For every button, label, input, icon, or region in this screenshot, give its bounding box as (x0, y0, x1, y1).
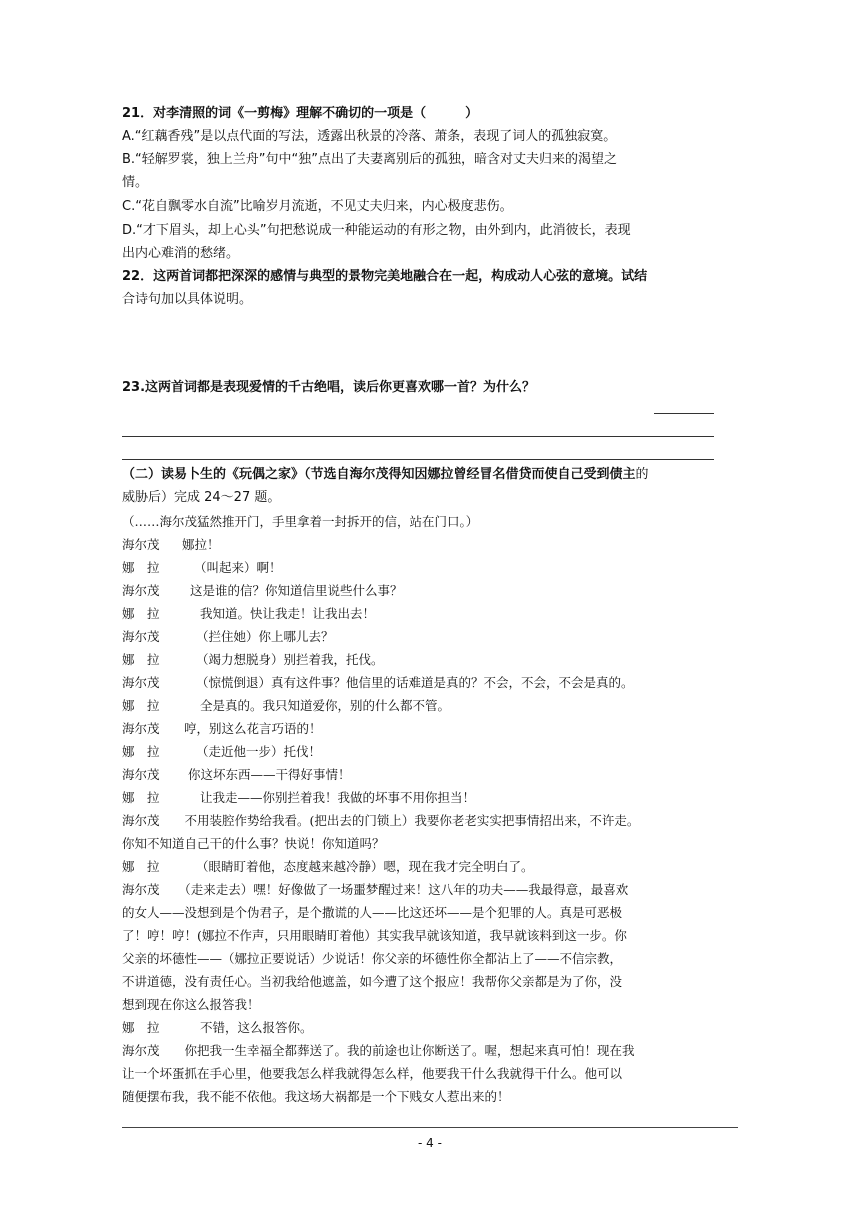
dialogue-line (122, 673, 634, 693)
q23-title: 23.这两首词都是表现爱情的千古绝唱，读后你更喜欢哪一首？为什么？ (122, 380, 536, 395)
speech: 我知道。快让我走！让我出去！ (200, 606, 376, 621)
speech: 不错，这么报答你。 (200, 1020, 313, 1035)
dialogue-line (122, 627, 334, 647)
speaker: 娜 拉 (122, 698, 160, 713)
helmer-speech-3-line3: 随便摆布我，我不能不依他。我这场大祸都是一个下贱女人惹出来的！ (122, 1089, 510, 1104)
speech: 全是真的。我只知道爱你，别的什么都不管。 (200, 698, 451, 713)
q21-option-b-line1: B.“轻解罗裳，独上兰舟”句中“独”点出了夫妻离别后的孤独，暗含对丈夫归来的渴望之 (122, 152, 617, 167)
q21-option-d-line2: 出内心难消的愁绪。 (122, 246, 240, 261)
dialogue-line (122, 765, 351, 785)
speech: 娜拉！ (182, 537, 220, 552)
q21-option-c: C.“花自飘零水自流”比喻岁月流逝，不见丈夫归来，内心极度悲伤。 (122, 199, 513, 214)
q21-title: 21．对李清照的词《一剪梅》理解不确切的一项是（ ） (122, 106, 479, 121)
speech: 这是谁的信？你知道信里说些什么事？ (190, 583, 403, 598)
answer-blank-short (654, 413, 714, 414)
dialogue-line (122, 696, 450, 716)
speech: （走近他一步）托伐！ (196, 744, 322, 759)
speech: （惊慌倒退）真有这件事？他信里的话难道是真的？不会，不会，不会是真的。 (196, 675, 634, 690)
answer-line-1 (122, 436, 714, 437)
answer-line-2 (122, 459, 714, 460)
speaker: 海尔茂 (122, 629, 160, 644)
speech: （拦住她）你上哪儿去？ (196, 629, 334, 644)
q21-option-b-line2: 情。 (122, 175, 149, 190)
stage-direction: （……海尔茂猛然推开门，手里拿着一封拆开的信，站在门口。） (122, 514, 479, 529)
dialogue-line (122, 857, 534, 877)
dialogue-line (122, 581, 403, 601)
footer-rule (122, 1127, 738, 1128)
helmer-speech-3-line1: 海尔茂 你把我一生幸福全都葬送了。我的前途也让你断送了。喔，想起来真可怕！现在我 (122, 1043, 635, 1058)
helmer-speech-2-line2: 的女人——没想到是个伪君子，是个撒谎的人——比这还坏——是个犯罪的人。真是可恶极 (122, 905, 623, 920)
speech: 让我走——你别拦着我！我做的坏事不用你担当！ (200, 790, 476, 805)
dialogue-line (122, 604, 375, 624)
dialogue-line (122, 535, 220, 555)
q21-option-d-line1: D.“才下眉头，却上心头”句把愁说成一种能运动的有形之物，由外到内，此消彼长，表现 (122, 223, 631, 238)
dialogue-line (122, 742, 321, 762)
speaker: 娜 拉 (122, 606, 160, 621)
speaker: 娜 拉 (122, 790, 160, 805)
helmer-speech-2-line5: 不讲道德，没有责任心。当初我给他遮盖，如今遭了这个报应！我帮你父亲都是为了你，没 (122, 974, 623, 989)
speaker: 海尔茂 (122, 583, 160, 598)
speaker: 娜 拉 (122, 1020, 160, 1035)
speech: （竭力想脱身）别拦着我，托伐。 (196, 652, 384, 667)
speaker: 海尔茂 (122, 537, 160, 552)
section2-intro-bold: （二）读易卜生的《玩偶之家》（节选自海尔茂得知因娜拉曾经冒名借贷而使自己受到债主 (122, 467, 636, 482)
dialogue-line (122, 650, 384, 670)
section2-intro-line1 (122, 465, 649, 485)
section2-intro-line2: 威胁后）完成 24～27 题。 (122, 490, 281, 505)
dialogue-line (122, 719, 322, 739)
helmer-speech-1-line1: 海尔茂 不用装腔作势给我看。(把出去的门锁上）我要你老老实实把事情招出来，不许走。 (122, 813, 640, 828)
speech: 你这坏东西——干得好事情！ (188, 767, 351, 782)
q22-line1: 22．这两首词都把深深的感情与典型的景物完美地融合在一起，构成动人心弦的意境。试结 (122, 269, 648, 284)
helmer-speech-2-line6: 想到现在你这么报答我！ (122, 997, 260, 1012)
q22-line2: 合诗句加以具体说明。 (122, 292, 253, 307)
helmer-speech-2-line1: 海尔茂 （走来走去）嘿！好像做了一场噩梦醒过来！这八年的功夫——我最得意，最喜欢 (122, 882, 629, 897)
helmer-speech-1-line2: 你知不知道自己干的什么事？快说！你知道吗？ (122, 836, 385, 851)
helmer-speech-3-line2: 让一个坏蛋抓在手心里，他要我怎么样我就得怎么样，他要我干什么我就得干什么。他可以 (122, 1066, 623, 1081)
section2-intro-end: 的 (635, 467, 649, 482)
speaker: 娜 拉 (122, 859, 160, 874)
speaker: 娜 拉 (122, 744, 160, 759)
helmer-speech-2-line3: 了！哼！哼！(娜拉不作声，只用眼睛盯着他）其实我早就该知道，我早就该料到这一步。你 (122, 928, 627, 943)
speech: 哼，别这么花言巧语的！ (184, 721, 322, 736)
speaker: 娜 拉 (122, 652, 160, 667)
speaker: 海尔茂 (122, 675, 160, 690)
speaker: 海尔茂 (122, 767, 160, 782)
q21-option-a: A.“红藕香残”是以点代面的写法，透露出秋景的冷落、萧条，表现了词人的孤独寂寞。 (122, 129, 617, 144)
dialogue-line (122, 558, 282, 578)
dialogue-line (122, 788, 475, 808)
dialogue-line (122, 1018, 313, 1038)
speaker: 海尔茂 (122, 721, 160, 736)
helmer-speech-2-line4: 父亲的坏德性——（娜拉正要说话）少说话！你父亲的坏德性你全都沾上了——不信宗教， (122, 951, 623, 966)
speaker: 娜 拉 (122, 560, 160, 575)
speech: （眼睛盯着他，态度越来越冷静）嗯，现在我才完全明白了。 (196, 859, 534, 874)
speech: （叫起来）啊！ (194, 560, 282, 575)
page-number: - 4 - (418, 1136, 442, 1150)
